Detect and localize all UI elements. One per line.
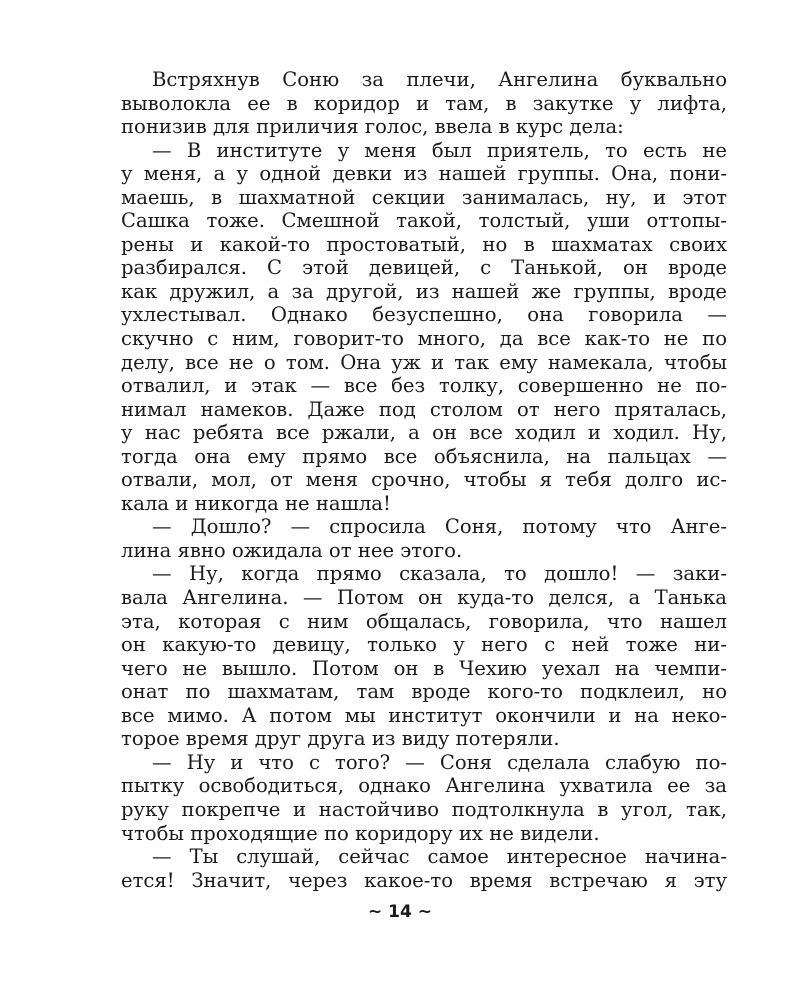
page-number: ~ 14 ~ (368, 902, 432, 922)
text-line: тогда она ему прямо все объяснила, на пальцах — (121, 444, 727, 468)
text-line: скучно с ним, говорит-то много, да все как-то не по (121, 327, 727, 351)
text-line: рены и какой-то простоватый, но в шахматах своих (121, 232, 727, 256)
text-line: — В институте у меня был приятель, то есть не (152, 138, 727, 162)
text-line: онат по шахматам, там вроде кого-то подклеил, но (121, 680, 727, 704)
text-line: у нас ребята все ржали, а он все ходил и ходил. Ну, (121, 421, 727, 445)
text-line: Встряхнув Соню за плечи, Ангелина буквально (152, 68, 727, 91)
text-line: отвали, мол, от меня срочно, чтобы я тебя долго ис- (121, 468, 727, 492)
text-line: отвалил, и этак — все без толку, совершенно не по- (121, 374, 727, 398)
text-line: Сашка тоже. Смешной такой, толстый, уши оттопы- (121, 209, 727, 233)
text-line: вала Ангелина. — Потом он куда-то делся, а Танька (121, 586, 727, 610)
text-line: пытку освободиться, однако Ангелина ухватила ее за (121, 774, 727, 798)
text-line: чтобы проходящие по коридору их не видели. (121, 821, 600, 845)
text-line: понизив для приличия голос, ввела в курс дела: (121, 115, 624, 139)
text-line: у меня, а у одной девки из нашей группы. Она, пони- (121, 162, 727, 186)
text-line: нимал намеков. Даже под столом от него пряталась, (121, 397, 727, 421)
text-line: выволокла ее в коридор и там, в закутке у лифта, (121, 91, 727, 115)
text-line: делу, все не о том. Она уж и так ему намекала, чтобы (121, 350, 727, 374)
text-line: кала и никогда не нашла! (121, 491, 391, 515)
text-line: — Дошло? — спросила Соня, потому что Анге- (152, 515, 727, 539)
text-line: все мимо. А потом мы институт окончили и на неко- (121, 703, 727, 727)
text-line: ется! Значит, через какое-то время встречаю я эту (121, 868, 727, 892)
text-line: — Ну и что с того? — Соня сделала слабую по- (152, 750, 727, 774)
text-line: как дружил, а за другой, из нашей же группы, вроде (121, 279, 727, 303)
text-line: он какую-то девицу, только у него с ней тоже ни- (121, 633, 727, 657)
text-line: эта, которая с ним общалась, говорила, что нашел (121, 609, 727, 633)
text-line: — Ну, когда прямо сказала, то дошло! — заки- (152, 562, 727, 586)
text-line: — Ты слушай, сейчас самое интересное начина- (152, 845, 727, 869)
text-line: маешь, в шахматной секции занималась, ну, и этот (121, 185, 727, 209)
text-line: ухлестывал. Однако безуспешно, она говорила — (121, 303, 727, 327)
text-line: торое время друг друга из виду потеряли. (121, 727, 560, 751)
text-line: чего не вышло. Потом он в Чехию уехал на чемпи- (121, 656, 727, 680)
text-line: руку покрепче и настойчиво подтолкнула в угол, так, (121, 797, 727, 821)
body-text (121, 68, 727, 892)
text-line: лина явно ожидала от нее этого. (121, 538, 463, 562)
text-line: разбирался. С этой девицей, с Танькой, он вроде (121, 256, 727, 280)
